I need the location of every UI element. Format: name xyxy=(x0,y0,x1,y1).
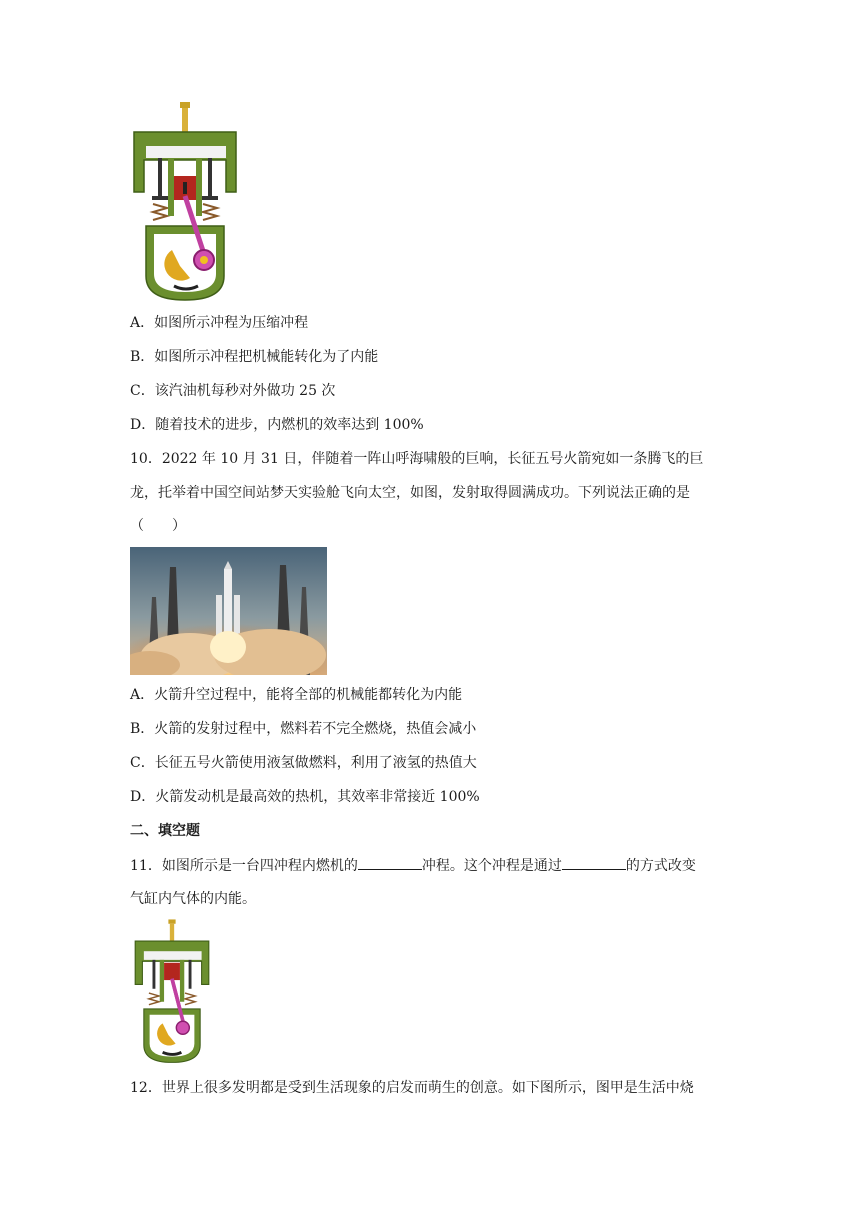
q10-option-a: A．火箭升空过程中，能将全部的机械能都转化为内能 xyxy=(130,687,463,703)
engine-diagram-q9 xyxy=(128,100,242,305)
rocket-launch-photo xyxy=(130,547,327,675)
q11-text-part2: 冲程。这个冲程是通过 xyxy=(421,858,562,874)
q10-stem-line2: 龙，托举着中国空间站梦天实验舱飞向太空，如图，发射取得圆满成功。下列说法正确的是 xyxy=(130,485,690,501)
q11-blank-2[interactable] xyxy=(562,855,626,870)
q12-stem-line1: 12．世界上很多发明都是受到生活现象的启发而萌生的创意。如下图所示，图甲是生活中烧 xyxy=(130,1080,694,1096)
q11-text-part3: 的方式改变 xyxy=(625,858,696,874)
q10-option-c: C．长征五号火箭使用液氢做燃料，利用了液氢的热值大 xyxy=(130,755,477,771)
q11-stem-line2: 气缸内气体的内能。 xyxy=(130,891,256,907)
q10-answer-bracket: （ ） xyxy=(130,518,186,534)
q9-option-c: C．该汽油机每秒对外做功 25 次 xyxy=(130,383,336,399)
q9-option-a: A．如图所示冲程为压缩冲程 xyxy=(130,315,309,331)
q9-option-d: D．随着技术的进步，内燃机的效率达到 100% xyxy=(130,417,424,433)
q11-stem-line1 xyxy=(130,855,696,876)
section-title-fill-blank: 二、填空题 xyxy=(130,823,200,839)
q10-option-b: B．火箭的发射过程中，燃料若不完全燃烧，热值会减小 xyxy=(130,721,477,737)
q11-text-part1: 11．如图所示是一台四冲程内燃机的 xyxy=(130,858,358,874)
engine-diagram-q11 xyxy=(130,918,214,1066)
q10-stem-line1: 10．2022 年 10 月 31 日，伴随着一阵山呼海啸般的巨响，长征五号火箭宛如一条腾飞的巨 xyxy=(130,451,704,467)
q9-option-b: B．如图所示冲程把机械能转化为了内能 xyxy=(130,349,379,365)
q10-option-d: D．火箭发动机是最高效的热机，其效率非常接近 100% xyxy=(130,789,480,805)
q11-blank-1[interactable] xyxy=(358,855,422,870)
